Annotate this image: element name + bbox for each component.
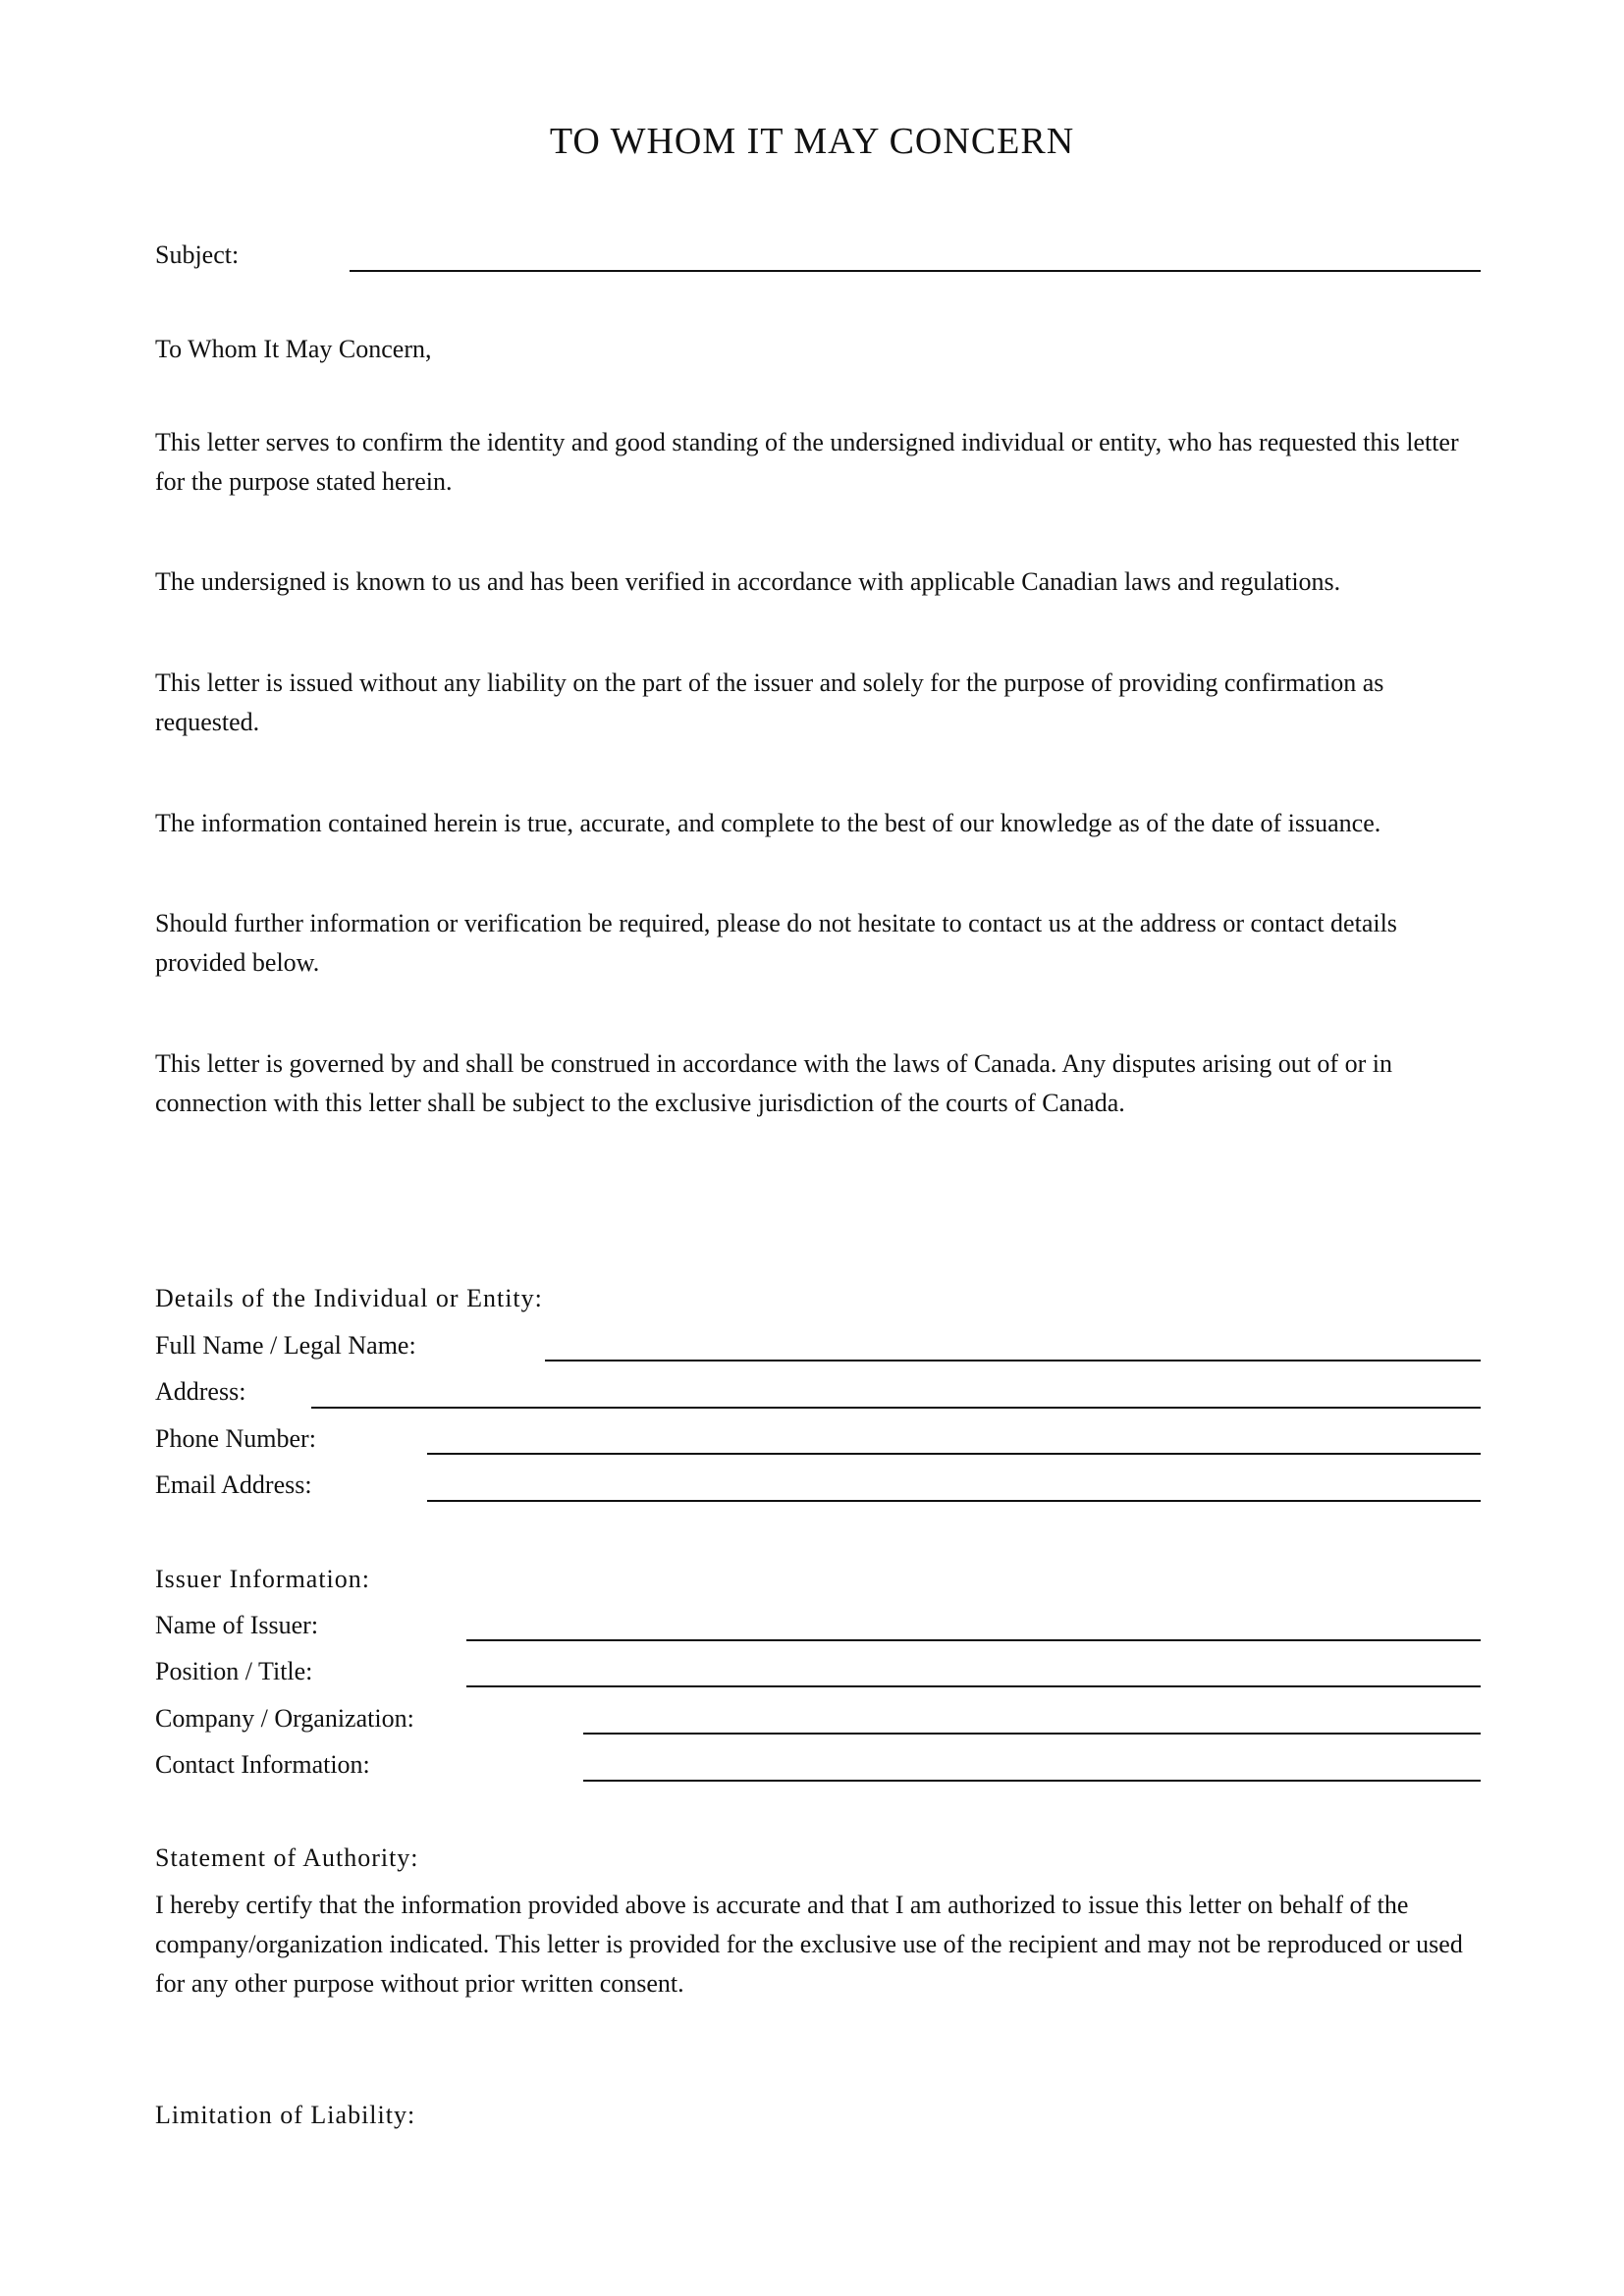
subject-label: Subject:: [155, 240, 240, 269]
full-name-field-line[interactable]: [545, 1360, 1481, 1362]
position-title-label: Position / Title:: [155, 1657, 313, 1685]
full-name-label: Full Name / Legal Name:: [155, 1331, 416, 1360]
paragraph-contact: Should further information or verification be required, please do not hesitate to contact us at the address or contact details provided below.: [155, 909, 1397, 977]
email-address-field-line[interactable]: [427, 1500, 1481, 1502]
paragraph-verification: The undersigned is known to us and has been verified in accordance with applicable Canadian laws and regulations.: [155, 567, 1341, 596]
phone-number-field-line[interactable]: [427, 1453, 1481, 1455]
contact-information-label: Contact Information:: [155, 1750, 370, 1779]
company-organization-field-line[interactable]: [583, 1733, 1481, 1735]
salutation: To Whom It May Concern,: [155, 335, 432, 363]
position-title-field-line[interactable]: [466, 1685, 1481, 1687]
address-field-line[interactable]: [311, 1407, 1481, 1409]
address-label: Address:: [155, 1377, 246, 1406]
company-organization-label: Company / Organization:: [155, 1704, 414, 1733]
issuer-name-field-line[interactable]: [466, 1639, 1481, 1641]
paragraph-purpose: This letter serves to confirm the identity and good standing of the undersigned individual or entity, who has requested this letter for the purpose stated herein.: [155, 428, 1459, 496]
issuer-information-heading: Issuer Information:: [155, 1565, 371, 1593]
email-address-label: Email Address:: [155, 1470, 312, 1499]
issuer-name-label: Name of Issuer:: [155, 1611, 319, 1639]
subject-field-line[interactable]: [350, 270, 1481, 272]
paragraph-accuracy: The information contained herein is true, accurate, and complete to the best of our knowledge as of the date of issuance.: [155, 809, 1381, 837]
document-title: TO WHOM IT MAY CONCERN: [549, 121, 1075, 162]
statement-of-authority-heading: Statement of Authority:: [155, 1843, 419, 1872]
limitation-of-liability-heading: Limitation of Liability:: [155, 2101, 416, 2129]
contact-information-field-line[interactable]: [583, 1780, 1481, 1782]
paragraph-liability: This letter is issued without any liability on the part of the issuer and solely for the purpose of providing confirmation as requested.: [155, 668, 1384, 736]
phone-number-label: Phone Number:: [155, 1424, 316, 1453]
statement-of-authority-text: I hereby certify that the information provided above is accurate and that I am authorized to issue this letter on behalf of the company/organization indicated. This letter is provided for the exclusive use of the recipient and may not be reproduced or used for any other purpose without prior written consent.: [155, 1891, 1463, 1998]
paragraph-governing-law: This letter is governed by and shall be construed in accordance with the laws of Canada. Any disputes arising out of or in connection with this letter shall be subject to the exclusive jurisdiction of the courts of Canada.: [155, 1049, 1392, 1117]
individual-details-heading: Details of the Individual or Entity:: [155, 1284, 543, 1312]
